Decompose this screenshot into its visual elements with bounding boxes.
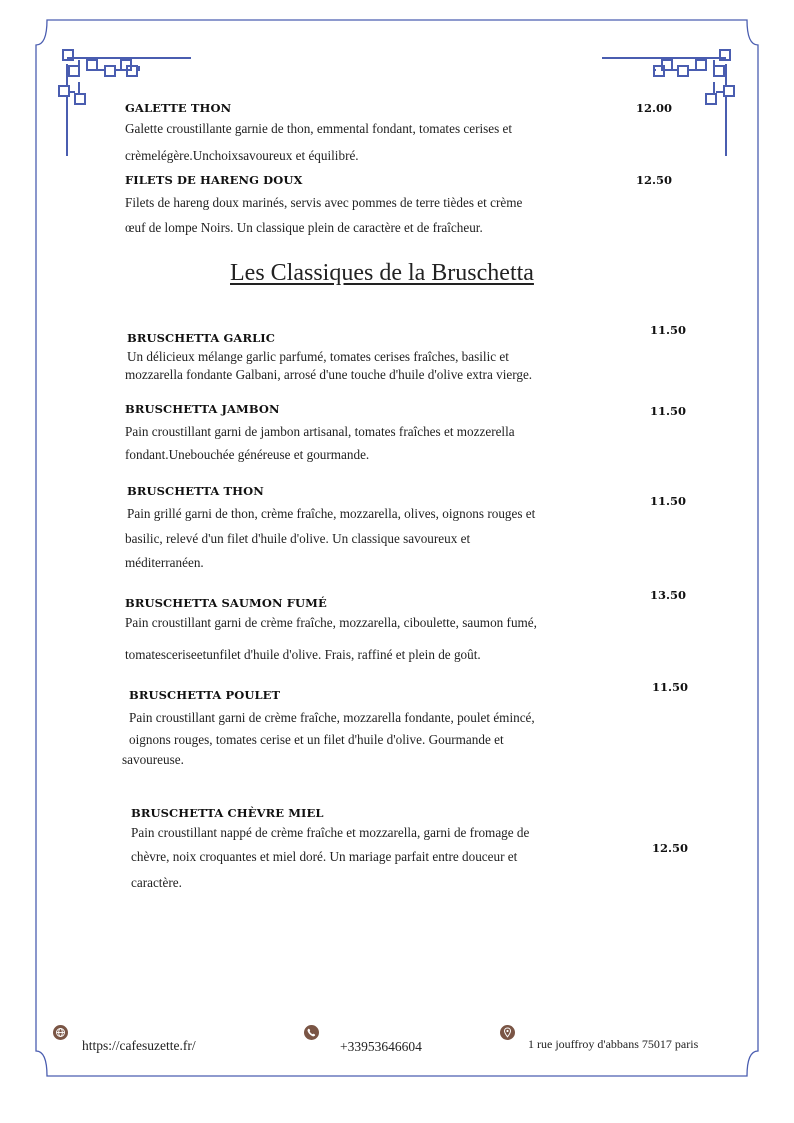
- item-desc-line: œuf de lompe Noirs. Un classique plein de caractère et de fraîcheur.: [125, 220, 483, 235]
- item-name-bruschetta-chevre-miel: BRUSCHETTA CHÈVRE MIEL: [131, 806, 324, 820]
- item-desc-line: crèmelégère.Unchoixsavoureux et équilibré.: [125, 148, 359, 163]
- item-price-filets-hareng: 12.50: [636, 173, 673, 187]
- item-desc-line: Pain grillé garni de thon, crème fraîche, mozzarella, olives, oignons rouges et: [127, 506, 536, 521]
- item-name-filets-hareng: FILETS DE HARENG DOUX: [125, 173, 303, 187]
- item-price-bruschetta-jambon: 11.50: [650, 404, 687, 418]
- item-desc-line: Pain croustillant garni de crème fraîche, mozzarella, ciboulette, saumon fumé,: [125, 615, 537, 630]
- item-price-bruschetta-saumon: 13.50: [650, 588, 687, 602]
- section-title: Les Classiques de la Bruschetta: [230, 260, 534, 286]
- phone-icon: [304, 1025, 319, 1040]
- item-desc-line: mozzarella fondante Galbani, arrosé d'une touche d'huile d'olive extra vierge.: [125, 367, 533, 382]
- footer-address: 1 rue jouffroy d'abbans 75017 paris: [528, 1037, 699, 1051]
- item-name-bruschetta-saumon: BRUSCHETTA SAUMON FUMÉ: [125, 596, 327, 610]
- item-desc-line: Pain croustillant garni de crème fraîche, mozzarella fondante, poulet émincé,: [129, 710, 535, 725]
- item-name-bruschetta-jambon: BRUSCHETTA JAMBON: [125, 402, 280, 416]
- item-price-bruschetta-garlic: 11.50: [650, 323, 687, 337]
- item-desc-line: Un délicieux mélange garlic parfumé, tomates cerises fraîches, basilic et: [127, 349, 509, 364]
- item-name-bruschetta-thon: BRUSCHETTA THON: [127, 484, 264, 498]
- item-desc-line: caractère.: [131, 875, 182, 890]
- globe-icon: [53, 1025, 68, 1040]
- item-desc-line: basilic, relevé d'un filet d'huile d'olive. Un classique savoureux et: [125, 531, 471, 546]
- item-name-galette-thon: GALETTE THON: [125, 101, 232, 115]
- item-desc-line: oignons rouges, tomates cerise et un filet d'huile d'olive. Gourmande et: [129, 732, 504, 747]
- item-desc-line: savoureuse.: [122, 752, 184, 767]
- item-price-bruschetta-poulet: 11.50: [652, 680, 689, 694]
- item-name-bruschetta-garlic: BRUSCHETTA GARLIC: [127, 331, 276, 345]
- item-price-galette-thon: 12.00: [636, 101, 673, 115]
- item-desc-line: Galette croustillante garnie de thon, emmental fondant, tomates cerises et: [125, 121, 513, 136]
- item-desc-line: fondant.Unebouchée généreuse et gourmande.: [125, 447, 370, 462]
- location-pin-icon: [500, 1025, 515, 1040]
- item-desc-line: méditerranéen.: [125, 555, 204, 570]
- item-desc-line: chèvre, noix croquantes et miel doré. Un mariage parfait entre douceur et: [131, 849, 518, 864]
- footer-phone[interactable]: +33953646604: [340, 1039, 422, 1054]
- item-desc-line: Pain croustillant garni de jambon artisanal, tomates fraîches et mozzerella: [125, 424, 515, 439]
- item-desc-line: tomatesceriseetunfilet d'huile d'olive. Frais, raffiné et plein de goût.: [125, 647, 481, 662]
- footer-website-link[interactable]: https://cafesuzette.fr/: [82, 1038, 196, 1053]
- item-price-bruschetta-thon: 11.50: [650, 494, 687, 508]
- item-name-bruschetta-poulet: BRUSCHETTA POULET: [129, 688, 281, 702]
- item-desc-line: Filets de hareng doux marinés, servis avec pommes de terre tièdes et crème: [125, 195, 523, 210]
- item-price-bruschetta-chevre-miel: 12.50: [652, 841, 689, 855]
- item-desc-line: Pain croustillant nappé de crème fraîche et mozzarella, garni de fromage de: [131, 825, 530, 840]
